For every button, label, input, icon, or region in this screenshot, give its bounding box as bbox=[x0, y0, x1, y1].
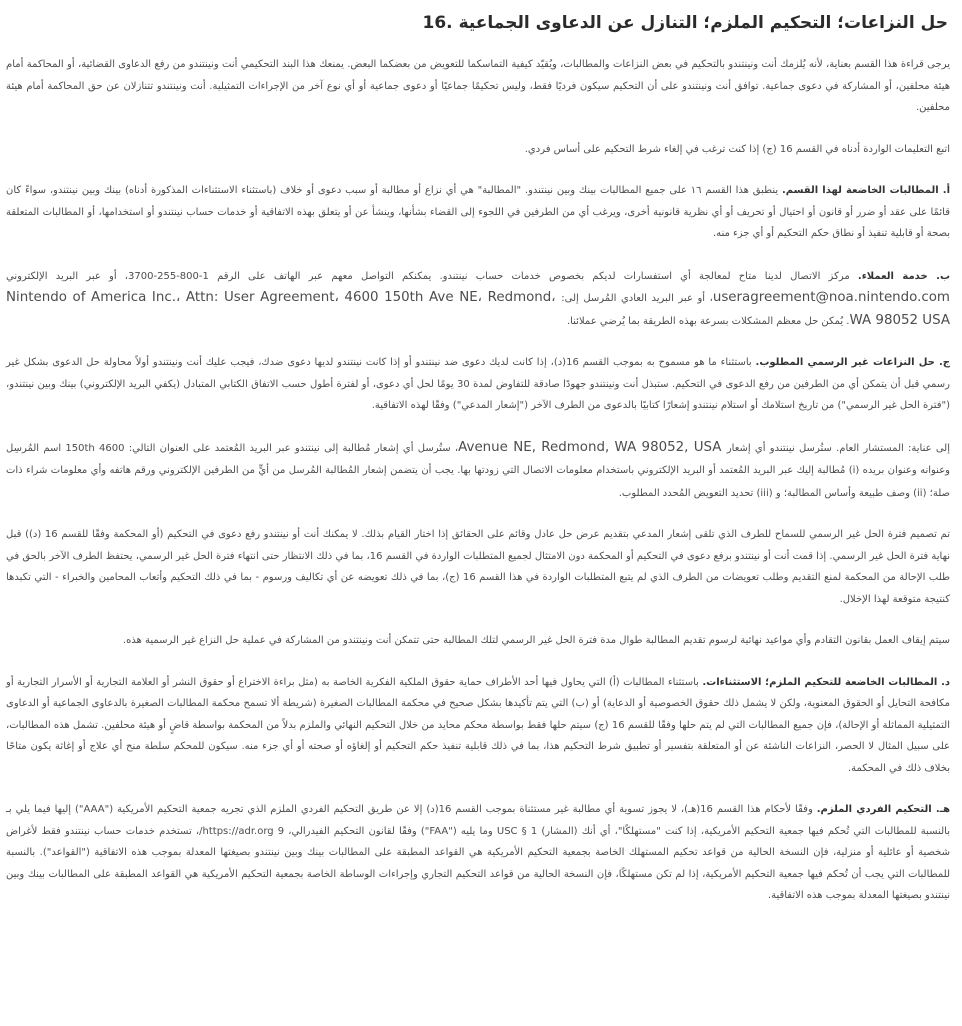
section-number: 16. bbox=[422, 13, 453, 33]
notice-intro: إلى عناية: المستشار العام. ستُرسل نينتندو أي إشعار bbox=[726, 442, 951, 454]
claims-subject-heading: أ. المطالبات الخاضعة لهذا القسم. bbox=[781, 185, 950, 196]
claims-subject-text: ينطبق هذا القسم ١٦ على جميع المطالبات بينك وبين نينتندو. "المطالبة" هي أي نزاع أو مطالبة أو سبب دعوى أو خلاف (باستثناء الاستثناءات المذكورة أدناه) بينك وبين نينتندو، سواءً كان قائمًا على عقد أو ضرر أو قانون أو احتيال أو تحريف أو أي نظرية قانونية أخرى، ويرغب أي من الطرفين في اللجوء إلى القضاء بشأنها، وينشأ عن أو يتعلق بهذه الاتفاقية أو خدمات حساب نينتندو أو استخدامها، أو المطالبات المتعلقة بصحة أو قابلية تنفيذ أو نطاق حكم التحكيم أو أي جزء منه. bbox=[6, 185, 950, 239]
limitations-paragraph: سيتم إيقاف العمل بقانون التقادم وأي مواعيد نهائية لرسوم تقديم المطالبة طوال مدة فترة الحل غير الرسمي لتلك المطالبة حتى تتمكن أنت ونينتندو من المشاركة في عملية حل النزاع غير الرسمية هذه. bbox=[122, 635, 950, 646]
support-email-link[interactable]: useragreement@noa.nintendo.com bbox=[712, 290, 950, 305]
notice-address: Avenue NE, Redmond, WA 98052, USA bbox=[458, 439, 722, 455]
section-title: حل النزاعات؛ التحكيم الملزم؛ التنازل عن الدعاوى الجماعية bbox=[458, 13, 948, 33]
binding-arbitration-heading: د. المطالبات الخاضعة للتحكيم الملزم؛ الاستثناءات. bbox=[702, 676, 951, 688]
notice-mail-text: ، ستُرسل أي إشعار مُطالبة إلى نينتندو عبر البريد المُعتمد على العنوان التالي: 4600 150th bbox=[65, 442, 459, 454]
mailing-address: Nintendo of America Inc.، Attn: User Agreement، 4600 150th Ave NE، Redmond، WA 98052 USA bbox=[6, 290, 950, 328]
claims-subject-paragraph bbox=[6, 180, 950, 245]
notice-paragraph bbox=[6, 437, 950, 505]
customer-service-text: مركز الاتصال لدينا متاح لمعالجة أي استفسارات لديكم بخصوص خدمات حساب نينتندو. يمكنكم التواصل معهم عبر الهاتف على الرقم 1-800-255-3700، أو عبر البريد الإلكتروني bbox=[6, 270, 858, 282]
customer-service-closing: . يُمكن حل معظم المشكلات بسرعة بهذه الطريقة بما يُرضي عملائنا. bbox=[566, 315, 850, 327]
intro-paragraph: يرجى قراءة هذا القسم بعناية، لأنه يُلزمك أنت ونينتندو بالتحكيم في بعض النزاعات والمطالبات، ويُقيّد كيفية التماسكما للتعويض من بعضكما البعض. يمنعك هذا البند التحكيمي أنت ونينتندو من رفع الدعاوى القضائية، أو المحاكمة أمام هيئة محلفين، أو المشاركة في دعوى جماعية. توافق أنت ونينتندو على أن التحكيم سيكون فرديًا فقط، وليس تحكيمًا جماعيًا أو دعوى جماعية أو أي نوع آخر من الإجراءات التمثيلية. أنت ونينتندو تتنازلان عن حق المحاكمة أمام هيئة محلفين. bbox=[6, 59, 950, 113]
optout-paragraph: اتبع التعليمات الواردة أدناه في القسم 16 (ج) إذا كنت ترغب في إلغاء شرط التحكيم على أساس فردي. bbox=[524, 143, 950, 155]
individual-arbitration-heading: هـ. التحكيم الفردي الملزم. bbox=[816, 804, 951, 815]
mail-intro-text: ، أو عبر البريد العادي المُرسل إلى: bbox=[561, 293, 713, 304]
section-heading bbox=[6, 8, 950, 38]
individual-arbitration-paragraph bbox=[6, 799, 950, 907]
informal-resolution-heading: ج. حل النزاعات غير الرسمي المطلوب. bbox=[755, 357, 950, 368]
informal-period-paragraph: تم تصميم فترة الحل غير الرسمي للسماح للطرف الذي تلقى إشعار المدعي بتقديم عرض حل عادل وقائم على الحقائق إذا اختار القيام بذلك. لا يمكنك أنت أو نينتندو رفع دعوى في التحكيم (أو المحكمة وفقًا للقسم 16 (د)) قبل نهاية فترة الحل غير الرسمي. إذا قمت أنت أو نينتندو برفع دعوى في التحكيم أو المحكمة دون الامتثال لجميع المتطلبات الواردة في القسم 16، بما في ذلك الانتظار حتى انتهاء فترة الحل غير الرسمي، يحتفظ الطرف الآخر بالحق في طلب الإحالة من المحكمة لمنع التقديم وطلب تعويضات من الطرف الذي لم يتبع المتطلبات الواردة في هذا القسم 16 (ج)، بما في ذلك تعويضه عن أي تكاليف ورسوم - بما في ذلك التحكيم وأتعاب المحامين والخبراء - التي تكبدها كنتيجة متوقعة لهذا الإخلال. bbox=[6, 529, 950, 605]
customer-service-paragraph bbox=[6, 265, 950, 333]
individual-arbitration-text: وفقًا لأحكام هذا القسم 16(هـ)، لا يجوز تسوية أي مطالبة غير مستثناة بموجب القسم 16(د) إلا عن طريق التحكيم الفردي الملزم الذي تجريه جمعية التحكيم الأمريكية ("AAA") إليها فيما يلي بـ بالنسبة للمطالبات التي تُحكم فيها جمعية التحكيم الأمريكية، إذا كنت "مستهلكًا"، أي أنك (المشار) USC § 1 وما يليه ("FAA") وفقًا لقانون التحكيم الفيدرالي، 9 https://adr.org/، تستخدم خدمات حساب نينتندو فقط لأغراض شخصية أو عائلية أو منزلية، فإن النسخة الحالية من قواعد تحكيم المستهلك الخاصة بجمعية التحكيم الأمريكية هي القواعد المطبقة على المطالبات بينك وبين نينتندو بصيغتها المعدلة بموجب هذه الاتفاقية ("القواعد"). بالنسبة للمطالبات التي يجب أن تُحكم فيها جمعية التحكيم الأمريكية، إذا لم تكن مستهلكًا، فإن النسخة الحالية من قواعد التحكيم التجاري وإجراءات الوساطة الخاصة بجمعية التحكيم الأمريكية هي القواعد المطبقة على المطالبات بينك وبين نينتندو بصيغتها المعدلة بموجب هذه الاتفاقية. bbox=[6, 804, 950, 901]
customer-service-heading: ب. خدمة العملاء. bbox=[857, 270, 950, 282]
notice-requirements: اسم المُرسِل وعنوانه وعنوان بريده (i) مُطالبة إليك عبر البريد المُعتمد أو البريد الإلكتروني باستخدام معلومات الاتصال التي زودتها بها. يجب أن يتضمن إشعار المُطالبة المُرسل من أيٍّ من الطرفين الإلكتروني ورقم هاتفه وأي معلومات شراء ذات صلة؛ (ii) وصف طبيعة وأساس المطالبة؛ و (iii) تحديد التعويض المُحدد المطلوب. bbox=[6, 442, 950, 499]
informal-resolution-paragraph bbox=[6, 352, 950, 417]
binding-arbitration-text: باستثناء المطالبات (أ) التي يحاول فيها أحد الأطراف حماية حقوق الملكية الفكرية الخاصة به (مثل براءة الاختراع أو حقوق النشر أو العلامة التجارية أو الأسرار التجارية أو مكافحة التحايل أو الحقوق المعنوية، ولكن لا يشمل ذلك حقوق الخصوصية أو الدعاية) أو (ب) التي يتم تأكيدها بشكل صحيح في محكمة المطالبات الصغيرة (شريطة ألا تسمح محكمة المطالبات الصغيرة بالدعاوى الجماعية أو الدعاوى التمثيلية المماثلة أو الإحالة)، فإن جميع المطالبات التي لم يتم حلها وفقًا للقسم 16 (ج) سيتم حلها فقط بواسطة محكم محايد من خلال التحكيم النهائي والملزم بدلاً من المحكمة بواسطة قاضٍ أو هيئة محلفين. تشمل هذه المطالبات، على سبيل المثال لا الحصر، النزاعات الناشئة عن أو المتعلقة بتفسير أو تطبيق شرط التحكيم هذا، بما في ذلك قابلية تنفيذ حكم التحكيم أو إلغاؤه أو صحته أو أي جزء منه. سيكون للمحكم سلطة منح أي علاج أو إغاثة يكون متاحًا بخلاف ذلك في المحكمة. bbox=[6, 676, 950, 774]
informal-resolution-text: باستثناء ما هو مسموح به بموجب القسم 16(د)، إذا كانت لديك دعوى ضد نينتندو أو إذا كانت نينتندو لديها دعوى ضدك، فيجب عليك أنت ونينتندو أولاً محاولة حل الدعوى بشكل غير رسمي قبل أن يتمكن أي من الطرفين من رفع الدعوى في التحكيم. ستبذل أنت ونينتندو جهودًا صادقة للتفاوض لمدة 30 يومًا لحل أي دعوى، أو لفترة أطول حسب الاتفاق الكتابي المتبادل (يكفي البريد الإلكتروني) بينك وبين نينتندو، ("فترة الحل غير الرسمي") من تاريخ استلامك أو استلام نينتندو إشعارًا كتابيًا بالدعوى من الطرف الآخر ("إشعار المدعي") وفقًا لهذه الاتفاقية. bbox=[6, 357, 950, 411]
binding-arbitration-paragraph bbox=[6, 672, 950, 780]
